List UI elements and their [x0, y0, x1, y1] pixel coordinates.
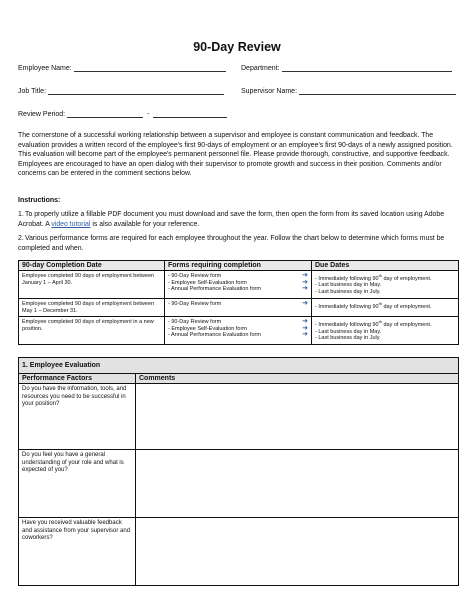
arrow-icon: ➜ [302, 285, 308, 293]
due-dates-cell: - Immediately following 90th day of employment. - Last business day in May. - Last business day in July. [312, 317, 459, 345]
supervisor-name-label: Supervisor Name: [241, 88, 298, 95]
table-row [19, 518, 459, 586]
col-header-completion-date: 90-day Completion Date [19, 261, 165, 271]
completion-cell: Employee completed 90 days of employment between January 1 – April 30. [19, 271, 165, 299]
forms-cell: - 90-Day Review form ➜ [165, 299, 312, 317]
video-tutorial-link[interactable]: video tutorial [51, 220, 91, 228]
job-title-input-line[interactable] [48, 87, 224, 95]
review-period-start-line[interactable] [67, 110, 143, 118]
completion-cell: Employee completed 90 days of employment in a new position. [19, 317, 165, 345]
performance-factor-question: Do you have the information, tools, and resources you need to be successful in your position? [19, 384, 136, 450]
employee-name-input-line[interactable] [74, 64, 226, 72]
instruction-2-text: Various performance forms are required for each employee throughout the year. Follow the chart below to determine which forms must be completed and when. [18, 235, 445, 252]
instructions-heading: Instructions: [18, 197, 61, 204]
due-dates-table [18, 260, 459, 345]
department-label: Department: [241, 65, 280, 72]
evaluation-section-row [19, 358, 459, 374]
table-row [19, 271, 459, 299]
job-title-label: Job Title: [18, 88, 47, 95]
comment-field[interactable] [136, 518, 459, 586]
forms-cell: - 90-Day Review form ➜ - Employee Self-Evaluation form ➜ - Annual Performance Evaluation form ➜ [165, 317, 312, 345]
supervisor-name-field[interactable] [241, 87, 456, 95]
arrow-icon: ➜ [302, 318, 308, 326]
performance-factor-question: Do you feel you have a general understanding of your role and what is expected of you? [19, 450, 136, 518]
intro-paragraph: The cornerstone of a successful working relationship between a supervisor and employee is constant communication and feedback. The evaluation provides a written record of the employee's first 90-days of employment or an employee's first 90-days of a newly assigned position. This evaluation will become part of the employee's permanent personnel file. Please provide thorough, constructive, and supportive feedback. Employees are encouraged to have an open dialog with their supervisor to promote growth and success in their position. Comments and/or concerns can be entered in the comment sections below. [18, 132, 453, 178]
employee-evaluation-table [18, 357, 459, 586]
review-period-end-line[interactable] [153, 110, 227, 118]
review-period-separator: - [147, 111, 150, 118]
page-title: 90-Day Review [193, 40, 281, 54]
department-input-line[interactable] [282, 64, 452, 72]
table-row [19, 450, 459, 518]
review-period-label: Review Period: [18, 111, 66, 118]
job-title-field[interactable] [18, 87, 224, 95]
instruction-1-text-post: is also available for your reference. [92, 220, 200, 228]
performance-factor-question: Have you received valuable feedback and assistance from your supervisor and coworkers? [19, 518, 136, 586]
col-header-comments: Comments [136, 374, 459, 384]
arrow-icon: ➜ [302, 278, 308, 286]
table-row [19, 317, 459, 345]
col-header-forms: Forms requiring completion [165, 261, 312, 271]
col-header-due-dates: Due Dates [312, 261, 459, 271]
comment-field[interactable] [136, 450, 459, 518]
employee-name-field[interactable] [18, 64, 226, 72]
evaluation-section-title: 1. Employee Evaluation [19, 358, 459, 374]
arrow-icon: ➜ [302, 324, 308, 332]
due-table-header-row [19, 261, 459, 271]
due-dates-cell: - Immediately following 90th day of employment. [312, 299, 459, 317]
instruction-item-1: 1.To properly utilize a fillable PDF document you must download and save the form, then open the form from its saved location using Adobe Acrobat. A video tutorial is also available for your reference. [18, 211, 445, 228]
review-period-field[interactable] [18, 110, 227, 118]
employee-name-label: Employee Name: [18, 65, 72, 72]
arrow-icon: ➜ [302, 272, 308, 279]
comment-field[interactable] [136, 384, 459, 450]
arrow-icon: ➜ [302, 331, 308, 339]
arrow-icon: ➜ [302, 300, 308, 307]
due-dates-cell: - Immediately following 90th day of employment. - Last business day in May. - Last business day in July. [312, 271, 459, 299]
table-row [19, 299, 459, 317]
completion-cell: Employee completed 90 days of employment between May 1 – December 31. [19, 299, 165, 317]
department-field[interactable] [241, 64, 452, 72]
col-header-performance-factors: Performance Factors [19, 374, 136, 384]
table-row [19, 384, 459, 450]
instruction-1-text-pre: To properly utilize a fillable PDF document you must download and save the form, then open the form from its saved location using Adobe Acrobat. A [18, 211, 445, 228]
supervisor-name-input-line[interactable] [299, 87, 456, 95]
instruction-item-2: 2.Various performance forms are required for each employee throughout the year. Follow the chart below to determine which forms must be completed and when. [18, 235, 445, 252]
forms-cell: - 90-Day Review form ➜ - Employee Self-Evaluation form ➜ - Annual Performance Evaluation form ➜ [165, 271, 312, 299]
evaluation-header-row [19, 374, 459, 384]
